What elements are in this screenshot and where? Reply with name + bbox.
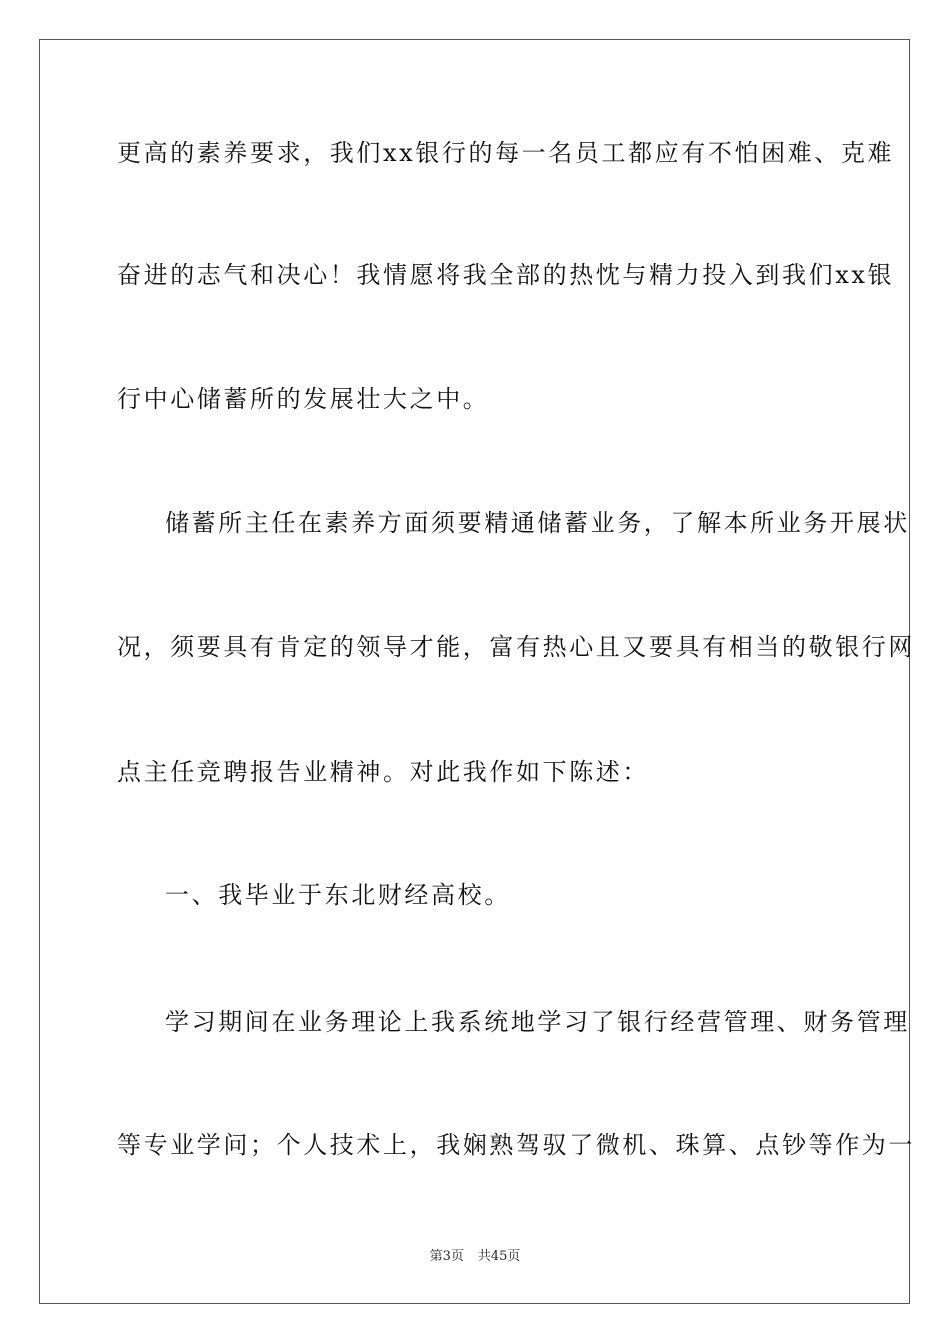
page-frame	[39, 39, 910, 1304]
body-text-line-5: 况，须要具有肯定的领导才能，富有热心且又要具有相当的敬银行网	[117, 633, 915, 661]
body-text-line-9: 等专业学问；个人技术上，我娴熟驾驭了微机、珠算、点钞等作为一	[117, 1131, 915, 1159]
page-footer	[0, 1245, 950, 1264]
total-pages: 共45页	[477, 1249, 521, 1264]
body-text-line-8: 学习期间在业务理论上我系统地学习了银行经营管理、财务管理	[165, 1008, 910, 1036]
body-text-line-4: 储蓄所主任在素养方面须要精通储蓄业务，了解本所业务开展状	[165, 509, 910, 537]
body-text-line-7: 一、我毕业于东北财经高校。	[165, 881, 511, 909]
body-text-line-1: 更高的素养要求，我们xx银行的每一名员工都应有不怕困难、克难	[117, 139, 895, 167]
body-text-line-2: 奋进的志气和决心！我情愿将我全部的热忱与精力投入到我们xx银	[117, 261, 895, 289]
body-text-line-3: 行中心储蓄所的发展壮大之中。	[117, 385, 490, 413]
page-number: 第3页	[429, 1249, 464, 1264]
body-text-line-6: 点主任竞聘报告业精神。对此我作如下陈述：	[117, 758, 649, 786]
